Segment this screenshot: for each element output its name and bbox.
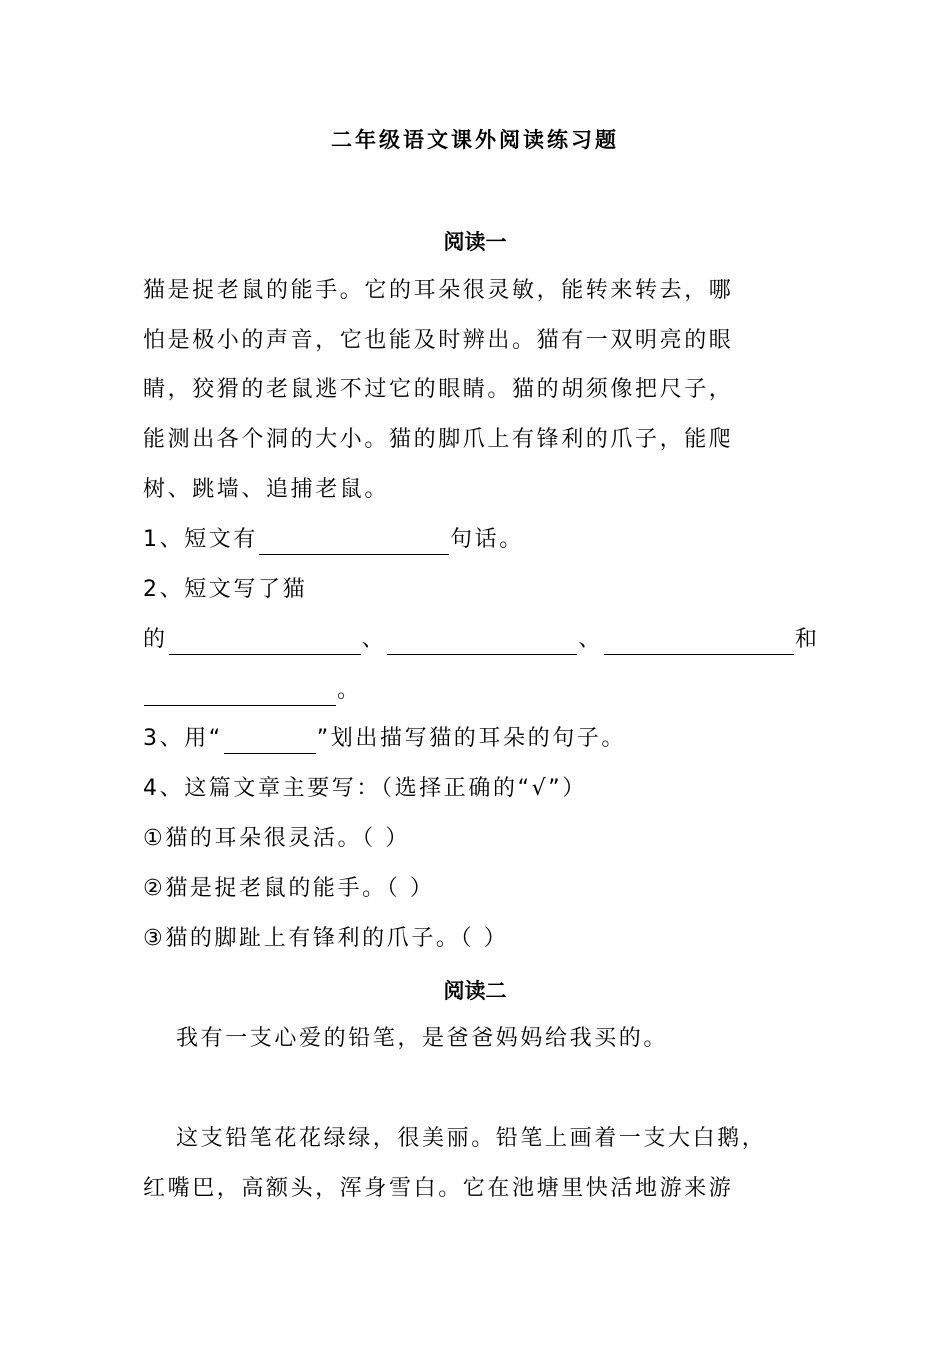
question-2-sep-1: 、 (361, 627, 387, 652)
question-1-suffix: 句话。 (450, 527, 524, 552)
question-1 (143, 525, 524, 555)
passage2-para-2-line-2: 红嘴巴，高额头，浑身雪白。它在池塘里快活地游来游 (143, 1176, 734, 1201)
answer-blank-q2-a[interactable] (169, 632, 361, 655)
question-3-suffix: ”划出描写猫的耳朵的句子。 (316, 726, 626, 751)
answer-blank-q2-b[interactable] (387, 632, 577, 655)
answer-blank-q2-d[interactable] (144, 683, 336, 706)
passage2-para-2-line-1: 这支铅笔花花绿绿，很美丽。铅笔上画着一支大白鹅， (176, 1126, 767, 1151)
passage1-line-5: 树、跳墙、追捕老鼠。 (143, 477, 390, 502)
question-4: 4、这篇文章主要写：（选择正确的“√”） (143, 776, 587, 801)
question-2-line-1: 2、短文写了猫 (143, 577, 308, 602)
question-2-line-3 (143, 676, 362, 706)
option-2[interactable]: ②猫是捉老鼠的能手。（ ） (143, 876, 435, 901)
passage2-para-1: 我有一支心爱的铅笔，是爸爸妈妈给我买的。 (176, 1026, 669, 1051)
passage1-line-2: 怕是极小的声音，它也能及时辨出。猫有一双明亮的眼 (143, 328, 734, 353)
page-title: 二年级语文课外阅读练习题 (331, 127, 619, 152)
passage1-line-3: 睛，狡猾的老鼠逃不过它的眼睛。猫的胡须像把尺子， (143, 377, 734, 402)
answer-blank-q3[interactable] (224, 731, 316, 754)
reading2-heading: 阅读二 (443, 978, 507, 1003)
question-2-sep-2: 、 (578, 627, 603, 652)
question-2-de: 的 (143, 627, 168, 652)
question-1-prefix: 1、短文有 (143, 527, 258, 552)
question-3 (143, 724, 626, 754)
option-1[interactable]: ①猫的耳朵很灵活。（ ） (143, 826, 410, 851)
answer-blank-q1[interactable] (259, 532, 449, 555)
option-3[interactable]: ③猫的脚趾上有锋利的爪子。（ ） (143, 926, 509, 951)
question-2-he: 和 (794, 627, 820, 652)
reading1-heading: 阅读一 (443, 229, 507, 254)
question-2-end: 。 (337, 678, 362, 703)
question-2-line-2 (143, 625, 819, 655)
passage1-line-1: 猫是捉老鼠的能手。它的耳朵很灵敏，能转来转去，哪 (143, 278, 734, 303)
question-3-prefix: 3、用“ (143, 726, 223, 751)
answer-blank-q2-c[interactable] (604, 632, 794, 655)
passage1-line-4: 能测出各个洞的大小。猫的脚爪上有锋利的爪子，能爬 (143, 427, 734, 452)
